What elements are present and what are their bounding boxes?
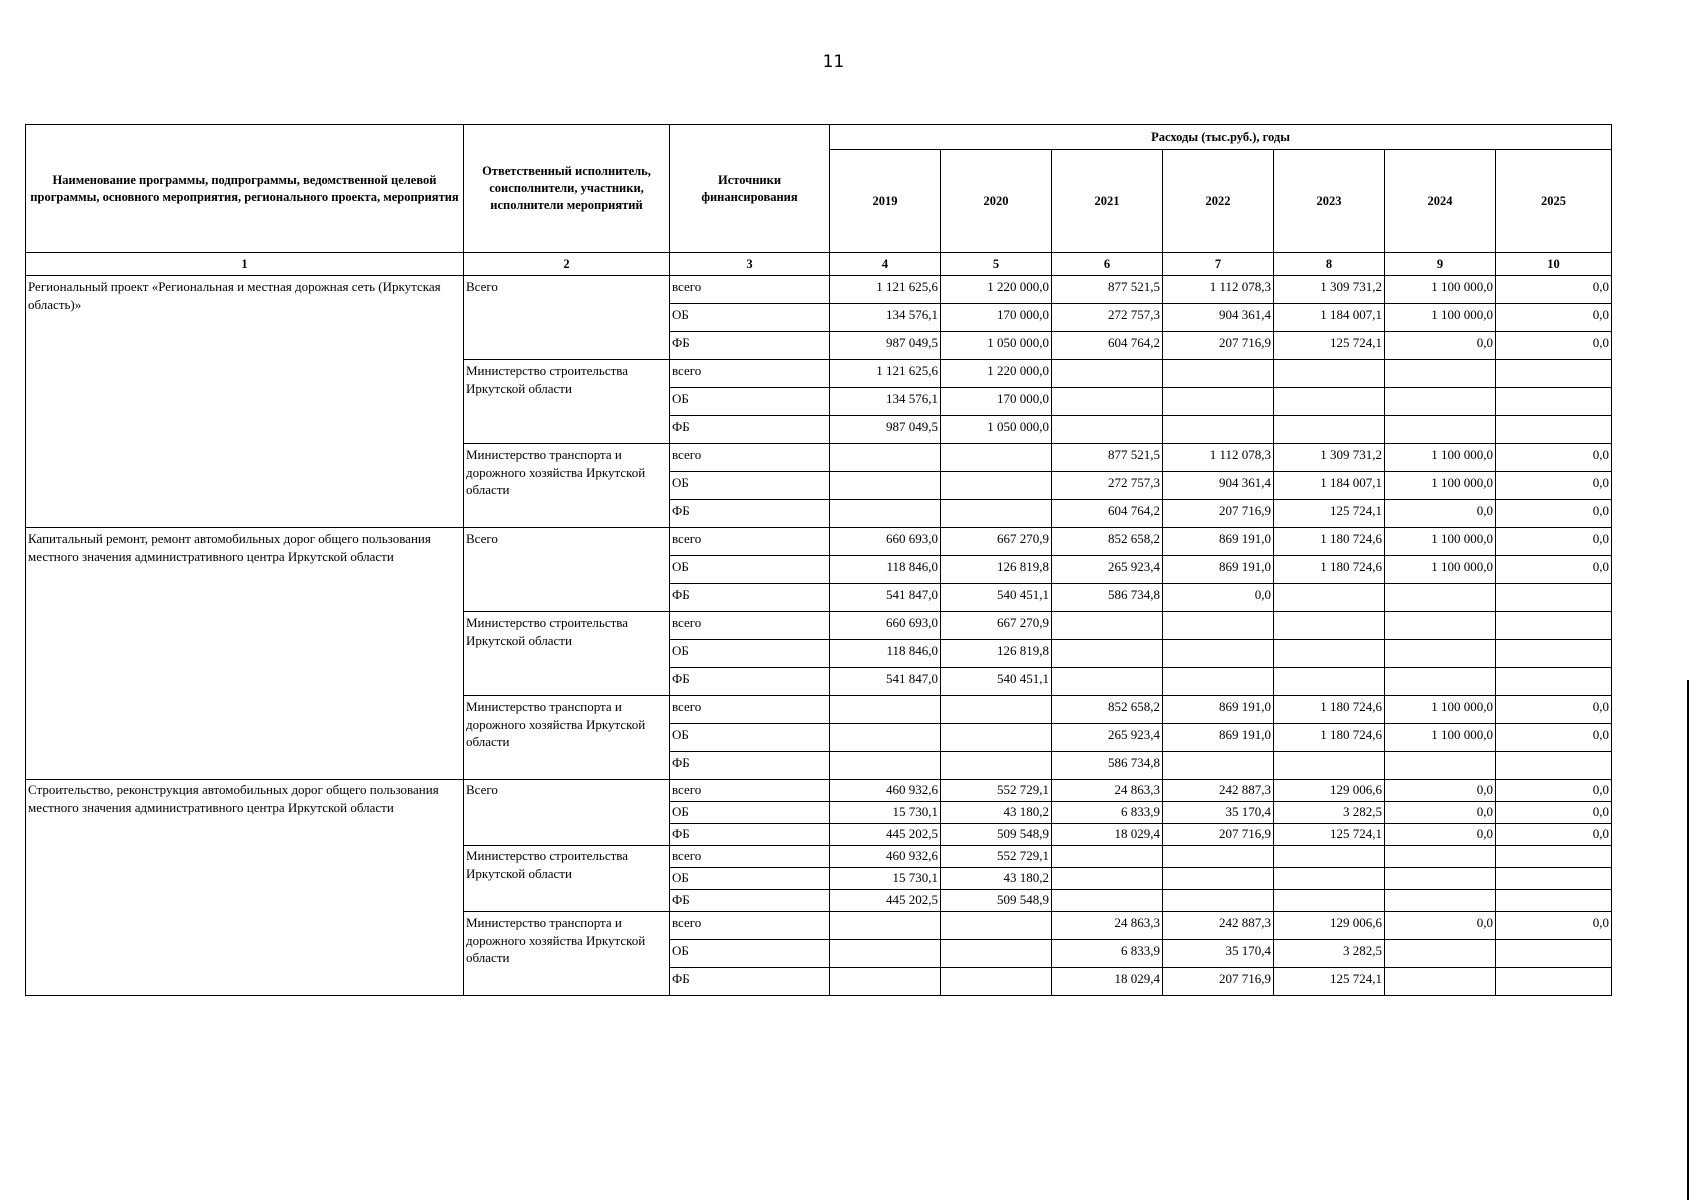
funding-source-cell: ОБ	[670, 304, 830, 332]
expense-value-cell: 509 548,9	[941, 890, 1052, 912]
expense-value-cell: 1 100 000,0	[1385, 276, 1496, 304]
expenses-table	[25, 124, 1612, 996]
expense-value-cell: 904 361,4	[1163, 304, 1274, 332]
expense-value-cell: 126 819,8	[941, 640, 1052, 668]
expense-value-cell: 0,0	[1496, 780, 1612, 802]
funding-source-cell: ОБ	[670, 868, 830, 890]
expense-value-cell	[1385, 612, 1496, 640]
funding-source-cell: ОБ	[670, 802, 830, 824]
executor-cell: Министерство строительства Иркутской области	[464, 846, 670, 912]
table-body	[26, 276, 1612, 996]
expense-value-cell	[1385, 940, 1496, 968]
funding-source-cell: всего	[670, 360, 830, 388]
expense-value-cell	[1163, 846, 1274, 868]
expense-value-cell: 134 576,1	[830, 388, 941, 416]
table-row	[26, 528, 1612, 556]
expense-value-cell: 0,0	[1496, 802, 1612, 824]
executor-cell: Всего	[464, 528, 670, 612]
funding-source-cell: ОБ	[670, 724, 830, 752]
program-name-cell: Строительство, реконструкция автомобильных дорог общего пользования местного значения административного центра Иркутской области	[26, 780, 464, 996]
expense-value-cell: 1 309 731,2	[1274, 276, 1385, 304]
expense-value-cell	[1496, 388, 1612, 416]
expense-value-cell	[1496, 890, 1612, 912]
header-year: 2024	[1385, 150, 1496, 253]
expense-value-cell: 24 863,3	[1052, 912, 1163, 940]
expense-value-cell	[1163, 640, 1274, 668]
expense-value-cell	[1163, 388, 1274, 416]
expense-value-cell: 0,0	[1496, 824, 1612, 846]
expense-value-cell	[1385, 640, 1496, 668]
expense-value-cell: 170 000,0	[941, 388, 1052, 416]
expense-value-cell: 125 724,1	[1274, 332, 1385, 360]
expense-value-cell: 1 050 000,0	[941, 332, 1052, 360]
funding-source-cell: ОБ	[670, 940, 830, 968]
expense-value-cell: 1 180 724,6	[1274, 724, 1385, 752]
expense-value-cell: 1 112 078,3	[1163, 276, 1274, 304]
expense-value-cell	[830, 724, 941, 752]
funding-source-cell: всего	[670, 276, 830, 304]
funding-source-cell: ОБ	[670, 556, 830, 584]
expense-value-cell: 129 006,6	[1274, 780, 1385, 802]
program-name-cell: Региональный проект «Региональная и местная дорожная сеть (Иркутская область)»	[26, 276, 464, 528]
expense-value-cell: 6 833,9	[1052, 940, 1163, 968]
expense-value-cell	[1496, 968, 1612, 996]
header-year: 2025	[1496, 150, 1612, 253]
expense-value-cell	[941, 724, 1052, 752]
expense-value-cell: 0,0	[1496, 304, 1612, 332]
expense-value-cell	[1274, 640, 1385, 668]
expense-value-cell: 869 191,0	[1163, 528, 1274, 556]
expense-value-cell: 0,0	[1496, 500, 1612, 528]
expense-value-cell	[1496, 640, 1612, 668]
funding-source-cell: ОБ	[670, 388, 830, 416]
expense-value-cell	[830, 752, 941, 780]
expense-value-cell	[1385, 388, 1496, 416]
expense-value-cell	[1052, 612, 1163, 640]
expense-value-cell: 207 716,9	[1163, 332, 1274, 360]
expense-value-cell	[1496, 868, 1612, 890]
expense-value-cell	[1163, 612, 1274, 640]
expense-value-cell	[1052, 668, 1163, 696]
expense-value-cell	[1385, 968, 1496, 996]
header-year: 2019	[830, 150, 941, 253]
expense-value-cell	[1274, 360, 1385, 388]
expense-value-cell	[1052, 846, 1163, 868]
column-number: 5	[941, 253, 1052, 276]
expense-value-cell	[941, 472, 1052, 500]
expense-value-cell: 1 100 000,0	[1385, 444, 1496, 472]
expense-value-cell	[1052, 388, 1163, 416]
expense-value-cell: 1 100 000,0	[1385, 472, 1496, 500]
expense-value-cell: 852 658,2	[1052, 696, 1163, 724]
expense-value-cell: 0,0	[1385, 824, 1496, 846]
expense-value-cell: 877 521,5	[1052, 444, 1163, 472]
expense-value-cell	[1496, 416, 1612, 444]
expense-value-cell	[1496, 360, 1612, 388]
expense-value-cell: 43 180,2	[941, 802, 1052, 824]
expense-value-cell: 15 730,1	[830, 868, 941, 890]
expense-value-cell: 460 932,6	[830, 846, 941, 868]
expense-value-cell	[1274, 868, 1385, 890]
column-number: 2	[464, 253, 670, 276]
expense-value-cell	[1274, 846, 1385, 868]
expense-value-cell: 0,0	[1496, 556, 1612, 584]
executor-cell: Министерство транспорта и дорожного хозяйства Иркутской области	[464, 696, 670, 780]
expense-value-cell	[1163, 868, 1274, 890]
expense-value-cell	[1385, 890, 1496, 912]
expense-value-cell: 18 029,4	[1052, 968, 1163, 996]
expense-value-cell: 242 887,3	[1163, 912, 1274, 940]
executor-cell: Министерство строительства Иркутской области	[464, 360, 670, 444]
expense-value-cell: 0,0	[1496, 528, 1612, 556]
expense-value-cell	[830, 696, 941, 724]
funding-source-cell: всего	[670, 696, 830, 724]
expense-value-cell: 660 693,0	[830, 528, 941, 556]
expense-value-cell: 541 847,0	[830, 668, 941, 696]
expense-value-cell: 667 270,9	[941, 612, 1052, 640]
funding-source-cell: всего	[670, 612, 830, 640]
expense-value-cell: 1 121 625,6	[830, 276, 941, 304]
expense-value-cell: 265 923,4	[1052, 724, 1163, 752]
expense-value-cell	[941, 444, 1052, 472]
expense-value-cell: 509 548,9	[941, 824, 1052, 846]
expense-value-cell	[1274, 668, 1385, 696]
expense-value-cell: 35 170,4	[1163, 802, 1274, 824]
expense-value-cell: 1 100 000,0	[1385, 528, 1496, 556]
expense-value-cell: 126 819,8	[941, 556, 1052, 584]
expense-value-cell: 125 724,1	[1274, 500, 1385, 528]
expense-value-cell: 207 716,9	[1163, 824, 1274, 846]
expense-value-cell	[941, 940, 1052, 968]
expense-value-cell: 0,0	[1496, 724, 1612, 752]
expense-value-cell: 207 716,9	[1163, 968, 1274, 996]
funding-source-cell: ФБ	[670, 500, 830, 528]
expense-value-cell: 987 049,5	[830, 332, 941, 360]
funding-source-cell: ФБ	[670, 668, 830, 696]
expense-value-cell: 43 180,2	[941, 868, 1052, 890]
funding-source-cell: всего	[670, 528, 830, 556]
expense-value-cell	[941, 500, 1052, 528]
expense-value-cell: 540 451,1	[941, 584, 1052, 612]
header-year: 2021	[1052, 150, 1163, 253]
expense-value-cell: 0,0	[1163, 584, 1274, 612]
expense-value-cell: 667 270,9	[941, 528, 1052, 556]
expense-value-cell: 1 100 000,0	[1385, 556, 1496, 584]
funding-source-cell: ФБ	[670, 890, 830, 912]
expense-value-cell	[1052, 868, 1163, 890]
expense-value-cell	[1496, 612, 1612, 640]
expense-value-cell	[1274, 752, 1385, 780]
expense-value-cell: 35 170,4	[1163, 940, 1274, 968]
expense-value-cell: 125 724,1	[1274, 968, 1385, 996]
expense-value-cell	[1274, 890, 1385, 912]
program-name-cell: Капитальный ремонт, ремонт автомобильных дорог общего пользования местного значения административного центра Иркутской области	[26, 528, 464, 780]
expense-value-cell: 604 764,2	[1052, 332, 1163, 360]
expense-value-cell: 134 576,1	[830, 304, 941, 332]
expense-value-cell: 1 180 724,6	[1274, 528, 1385, 556]
expense-value-cell	[1052, 890, 1163, 912]
expense-value-cell: 1 220 000,0	[941, 276, 1052, 304]
expense-value-cell: 170 000,0	[941, 304, 1052, 332]
expense-value-cell: 207 716,9	[1163, 500, 1274, 528]
scan-edge-line	[1687, 680, 1689, 1200]
expense-value-cell: 552 729,1	[941, 846, 1052, 868]
expense-value-cell	[1163, 752, 1274, 780]
expense-value-cell: 18 029,4	[1052, 824, 1163, 846]
expense-value-cell: 1 309 731,2	[1274, 444, 1385, 472]
expense-value-cell: 541 847,0	[830, 584, 941, 612]
expense-value-cell: 445 202,5	[830, 890, 941, 912]
table-row	[26, 780, 1612, 802]
expense-value-cell: 869 191,0	[1163, 556, 1274, 584]
expense-value-cell: 0,0	[1385, 912, 1496, 940]
expense-value-cell: 3 282,5	[1274, 940, 1385, 968]
funding-source-cell: ФБ	[670, 584, 830, 612]
expense-value-cell	[1274, 612, 1385, 640]
expense-value-cell: 869 191,0	[1163, 696, 1274, 724]
expense-value-cell: 1 100 000,0	[1385, 696, 1496, 724]
expense-value-cell: 129 006,6	[1274, 912, 1385, 940]
expense-value-cell	[1496, 752, 1612, 780]
expense-value-cell: 125 724,1	[1274, 824, 1385, 846]
expense-value-cell: 15 730,1	[830, 802, 941, 824]
header-program-name: Наименование программы, подпрограммы, ведомственной целевой программы, основного мероприятия, регионального проекта, мероприятия	[26, 125, 464, 253]
expense-value-cell: 852 658,2	[1052, 528, 1163, 556]
expense-value-cell: 242 887,3	[1163, 780, 1274, 802]
expense-value-cell	[1496, 668, 1612, 696]
expense-value-cell	[1274, 584, 1385, 612]
funding-source-cell: всего	[670, 912, 830, 940]
expense-value-cell	[1052, 640, 1163, 668]
expense-value-cell	[941, 912, 1052, 940]
expense-value-cell: 24 863,3	[1052, 780, 1163, 802]
expense-value-cell: 0,0	[1496, 472, 1612, 500]
column-number: 7	[1163, 253, 1274, 276]
expense-value-cell	[1052, 360, 1163, 388]
expense-value-cell	[1274, 416, 1385, 444]
expense-value-cell: 1 112 078,3	[1163, 444, 1274, 472]
expense-value-cell: 660 693,0	[830, 612, 941, 640]
expense-value-cell	[1385, 360, 1496, 388]
funding-source-cell: ОБ	[670, 472, 830, 500]
header-executor: Ответственный исполнитель, соисполнители, участники, исполнители мероприятий	[464, 125, 670, 253]
expense-value-cell: 1 050 000,0	[941, 416, 1052, 444]
expense-value-cell	[1496, 846, 1612, 868]
expense-value-cell: 1 184 007,1	[1274, 472, 1385, 500]
expense-value-cell: 0,0	[1385, 500, 1496, 528]
expense-value-cell: 586 734,8	[1052, 752, 1163, 780]
expense-value-cell	[1385, 846, 1496, 868]
column-number: 1	[26, 253, 464, 276]
expense-value-cell: 0,0	[1496, 912, 1612, 940]
expense-value-cell: 0,0	[1496, 276, 1612, 304]
funding-source-cell: ФБ	[670, 824, 830, 846]
header-year: 2022	[1163, 150, 1274, 253]
expense-value-cell	[830, 500, 941, 528]
expense-value-cell: 3 282,5	[1274, 802, 1385, 824]
expense-value-cell: 1 184 007,1	[1274, 304, 1385, 332]
expense-value-cell: 604 764,2	[1052, 500, 1163, 528]
expense-value-cell: 272 757,3	[1052, 472, 1163, 500]
executor-cell: Всего	[464, 276, 670, 360]
header-year: 2020	[941, 150, 1052, 253]
expense-value-cell: 0,0	[1496, 696, 1612, 724]
expense-value-cell: 272 757,3	[1052, 304, 1163, 332]
expense-value-cell	[830, 444, 941, 472]
expense-value-cell	[1163, 360, 1274, 388]
expense-value-cell	[941, 752, 1052, 780]
expense-value-cell: 0,0	[1496, 332, 1612, 360]
expense-value-cell	[1163, 416, 1274, 444]
expense-value-cell	[830, 940, 941, 968]
expense-value-cell: 987 049,5	[830, 416, 941, 444]
expense-value-cell: 0,0	[1385, 780, 1496, 802]
expense-value-cell	[1385, 668, 1496, 696]
expense-value-cell: 0,0	[1385, 802, 1496, 824]
expense-value-cell	[830, 968, 941, 996]
header-funding-source: Источники финансирования	[670, 125, 830, 253]
expense-value-cell	[1274, 388, 1385, 416]
expense-value-cell	[1496, 584, 1612, 612]
expense-value-cell	[1385, 584, 1496, 612]
expense-value-cell	[941, 696, 1052, 724]
column-number: 3	[670, 253, 830, 276]
expense-value-cell: 1 180 724,6	[1274, 556, 1385, 584]
funding-source-cell: ФБ	[670, 968, 830, 996]
expense-value-cell: 552 729,1	[941, 780, 1052, 802]
executor-cell: Министерство транспорта и дорожного хозяйства Иркутской области	[464, 912, 670, 996]
expense-value-cell: 265 923,4	[1052, 556, 1163, 584]
expense-value-cell: 1 100 000,0	[1385, 304, 1496, 332]
expense-value-cell: 1 100 000,0	[1385, 724, 1496, 752]
expense-value-cell	[941, 968, 1052, 996]
expense-value-cell: 904 361,4	[1163, 472, 1274, 500]
column-number: 4	[830, 253, 941, 276]
expense-value-cell	[1385, 868, 1496, 890]
executor-cell: Министерство строительства Иркутской области	[464, 612, 670, 696]
expense-value-cell	[1385, 752, 1496, 780]
expense-value-cell: 460 932,6	[830, 780, 941, 802]
expense-value-cell	[1496, 940, 1612, 968]
expense-value-cell: 1 121 625,6	[830, 360, 941, 388]
expense-value-cell: 1 220 000,0	[941, 360, 1052, 388]
funding-source-cell: ФБ	[670, 416, 830, 444]
column-number: 10	[1496, 253, 1612, 276]
expense-value-cell: 869 191,0	[1163, 724, 1274, 752]
funding-source-cell: ФБ	[670, 752, 830, 780]
page-number: 11	[822, 52, 845, 72]
header-expenses: Расходы (тыс.руб.), годы	[830, 125, 1612, 150]
expense-value-cell: 445 202,5	[830, 824, 941, 846]
column-number: 8	[1274, 253, 1385, 276]
column-number: 6	[1052, 253, 1163, 276]
funding-source-cell: всего	[670, 846, 830, 868]
expense-value-cell	[1052, 416, 1163, 444]
expense-value-cell: 118 846,0	[830, 640, 941, 668]
expense-value-cell: 1 180 724,6	[1274, 696, 1385, 724]
expense-value-cell	[830, 472, 941, 500]
expense-value-cell: 877 521,5	[1052, 276, 1163, 304]
expense-value-cell	[1163, 890, 1274, 912]
expense-value-cell: 586 734,8	[1052, 584, 1163, 612]
executor-cell: Всего	[464, 780, 670, 846]
header-year: 2023	[1274, 150, 1385, 253]
executor-cell: Министерство транспорта и дорожного хозяйства Иркутской области	[464, 444, 670, 528]
expense-value-cell: 540 451,1	[941, 668, 1052, 696]
expense-value-cell	[1163, 668, 1274, 696]
table-row	[26, 276, 1612, 304]
funding-source-cell: всего	[670, 780, 830, 802]
expense-value-cell	[1385, 416, 1496, 444]
column-number: 9	[1385, 253, 1496, 276]
funding-source-cell: ОБ	[670, 640, 830, 668]
expense-value-cell	[830, 912, 941, 940]
expense-value-cell: 118 846,0	[830, 556, 941, 584]
expense-value-cell: 0,0	[1385, 332, 1496, 360]
expense-value-cell: 0,0	[1496, 444, 1612, 472]
expense-value-cell: 6 833,9	[1052, 802, 1163, 824]
funding-source-cell: ФБ	[670, 332, 830, 360]
table-header	[26, 125, 1612, 276]
funding-source-cell: всего	[670, 444, 830, 472]
